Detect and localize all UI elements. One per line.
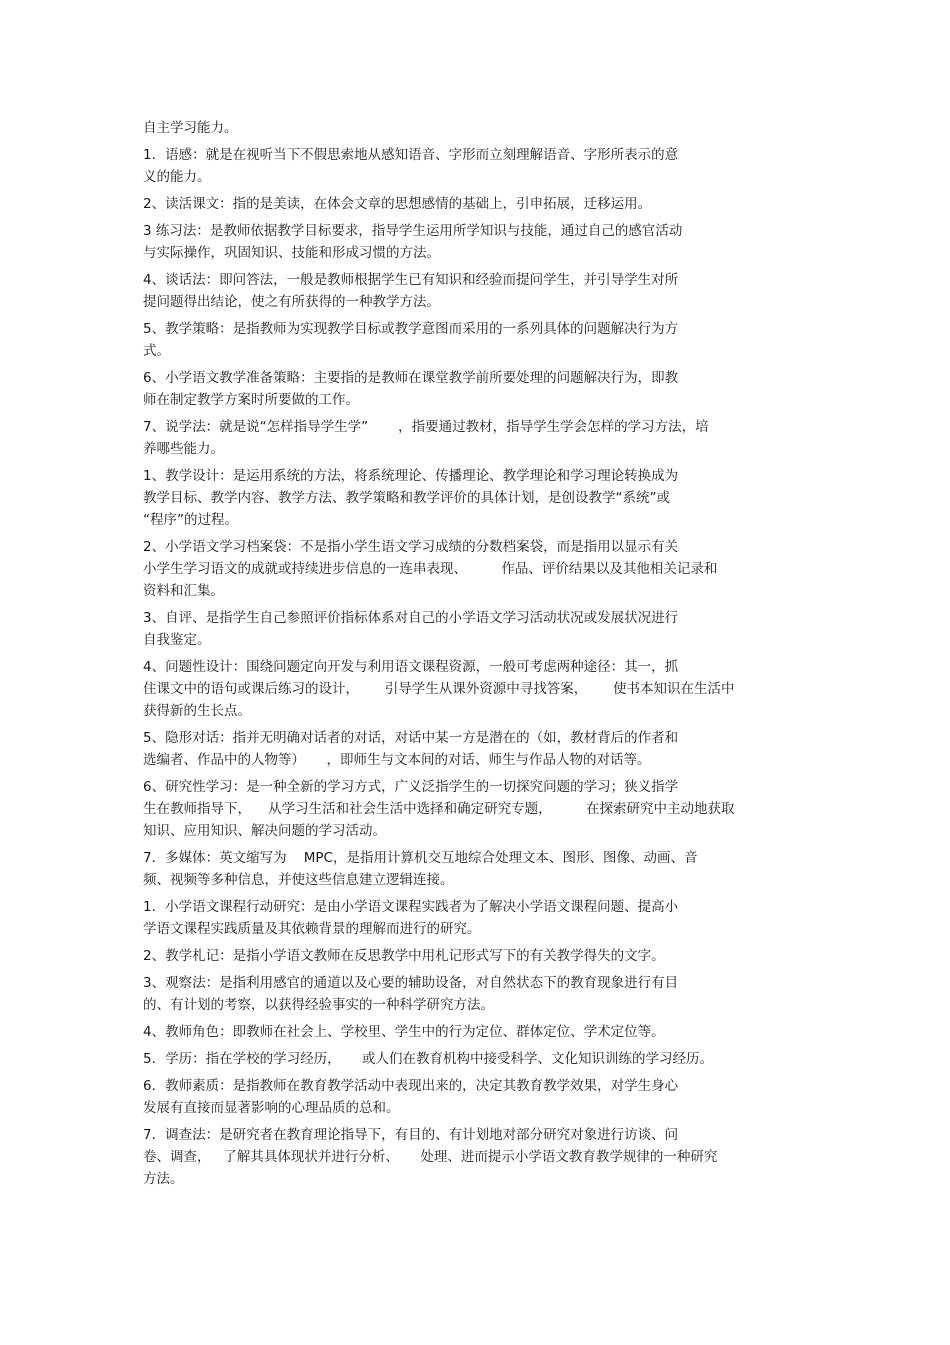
paragraph <box>143 269 803 313</box>
text-line: 1、教学设计：是运用系统的方法，将系统理论、传播理论、教学理论和学习理论转换成为 <box>143 468 679 484</box>
text-line: 3、观察法：是指利用感官的通道以及心要的辅助设备，对自然状态下的教育现象进行有目 <box>143 975 679 991</box>
paragraph <box>143 536 803 602</box>
paragraph <box>143 1021 803 1043</box>
paragraph <box>143 1048 803 1070</box>
paragraph <box>143 776 803 842</box>
paragraph <box>143 607 803 651</box>
paragraph <box>143 367 803 411</box>
text-line: 2、小学语文学习档案袋：不是指小学生语文学习成绩的分数档案袋，而是指用以显示有关 <box>143 539 679 555</box>
paragraph <box>143 318 803 362</box>
text-line: 小学生学习语文的成就或持续进步信息的一连串表现、 作品、评价结果以及其他相关记录和 <box>143 561 718 577</box>
paragraph <box>143 656 803 722</box>
text-line: 的、有计划的考察，以获得经验事实的一种科学研究方法。 <box>143 997 494 1013</box>
text-line: 住课文中的语句或课后练习的设计， 引导学生从课外资源中寻找答案， 使书本知识在生活中 <box>143 681 735 697</box>
text-line: 2、教学札记：是指小学语文教师在反思教学中用札记形式写下的有关教学得失的文字。 <box>143 948 665 964</box>
paragraph <box>143 896 803 940</box>
paragraph <box>143 1124 803 1190</box>
text-line: 5、隐形对话：指并无明确对话者的对话，对话中某一方是潜在的（如，教材背后的作者和 <box>143 730 679 746</box>
paragraph <box>143 193 803 215</box>
text-line: 2、读活课文：指的是美读，在体会文章的思想感情的基础上，引申拓展，迁移运用。 <box>143 196 652 212</box>
text-line: 1．语感：就是在视听当下不假思索地从感知语音、字形而立刻理解语音、字形所表示的意 <box>143 147 679 163</box>
paragraph <box>143 727 803 771</box>
paragraph <box>143 972 803 1016</box>
paragraph <box>143 945 803 967</box>
text-line: 4、问题性设计：围绕问题定向开发与利用语文课程资源，一般可考虑两种途径：其一，抓 <box>143 659 679 675</box>
text-line: 自主学习能力。 <box>143 120 238 136</box>
text-line: 5、教学策略：是指教师为实现教学目标或教学意图而采用的一系列具体的问题解决行为方 <box>143 321 679 337</box>
text-line: 发展有直接而显著影响的心理品质的总和。 <box>143 1100 400 1116</box>
text-line: 4、谈话法：即问答法，一般是教师根据学生已有知识和经验而提问学生，并引导学生对所 <box>143 272 679 288</box>
text-line: 频、视频等多种信息，并使这些信息建立逻辑连接。 <box>143 872 454 888</box>
text-line: 师在制定教学方案时所要做的工作。 <box>143 392 359 408</box>
text-line: 1．小学语文课程行动研究：是由小学语文课程实践者为了解决小学语文课程问题、提高小 <box>143 899 679 915</box>
paragraph <box>143 1075 803 1119</box>
text-line: 养哪些能力。 <box>143 441 224 457</box>
text-line: 自我鉴定。 <box>143 632 211 648</box>
paragraph <box>143 416 803 460</box>
text-line: 卷、调查， 了解其具体现状并进行分析、 处理、进而提示小学语文教育教学规律的一种研究 <box>143 1149 718 1165</box>
paragraph <box>143 117 803 139</box>
text-line: 义的能力。 <box>143 169 211 185</box>
text-line: 与实际操作，巩固知识、技能和形成习惯的方法。 <box>143 245 440 261</box>
text-line: 提问题得出结论，使之有所获得的一种教学方法。 <box>143 294 440 310</box>
text-line: 6、研究性学习：是一种全新的学习方式，广义泛指学生的一切探究问题的学习；狭义指学 <box>143 779 679 795</box>
text-line: 生在教师指导下， 从学习生活和社会生活中选择和确定研究专题， 在探索研究中主动地获取 <box>143 801 735 817</box>
text-line: 教学目标、教学内容、教学方法、教学策略和教学评价的具体计划，是创设教学“系统”或 <box>143 490 670 506</box>
text-line: 7．多媒体：英文缩写为 MPC，是指用计算机交互地综合处理文本、图形、图像、动画、音 <box>143 850 698 866</box>
text-line: 4、教师角色：即教师在社会上、学校里、学生中的行为定位、群体定位、学术定位等。 <box>143 1024 665 1040</box>
paragraph <box>143 465 803 531</box>
text-line: 5．学历：指在学校的学习经历， 或人们在教育机构中接受科学、文化知识训练的学习经历。 <box>143 1051 714 1067</box>
paragraph <box>143 144 803 188</box>
text-line: 7、说学法：就是说“怎样指导学生学” ，指要通过教材，指导学生学会怎样的学习方法，培 <box>143 419 709 435</box>
text-line: 学语文课程实践质量及其依赖背景的理解而进行的研究。 <box>143 921 481 937</box>
text-line: 3 练习法：是教师依据教学目标要求，指导学生运用所学知识与技能，通过自己的感官活动 <box>143 223 683 239</box>
text-line: 3、自评、是指学生自己参照评价指标体系对自己的小学语文学习活动状况或发展状况进行 <box>143 610 679 626</box>
text-line: 7．调查法：是研究者在教育理论指导下，有目的、有计划地对部分研究对象进行访谈、问 <box>143 1127 679 1143</box>
document-body <box>143 117 803 1195</box>
text-line: 6、小学语文教学准备策略：主要指的是教师在课堂教学前所要处理的问题解决行为，即教 <box>143 370 679 386</box>
text-line: 6．教师素质：是指教师在教育教学活动中表现出来的，决定其教育教学效果，对学生身心 <box>143 1078 679 1094</box>
text-line: 知识、应用知识、解决问题的学习活动。 <box>143 823 386 839</box>
paragraph <box>143 847 803 891</box>
text-line: 方法。 <box>143 1171 184 1187</box>
paragraph <box>143 220 803 264</box>
text-line: 式。 <box>143 343 170 359</box>
text-line: “程序”的过程。 <box>143 512 238 528</box>
text-line: 获得新的生长点。 <box>143 703 251 719</box>
text-line: 选编者、作品中的人物等） ，即师生与文本间的对话、师生与作品人物的对话等。 <box>143 752 651 768</box>
text-line: 资料和汇集。 <box>143 583 224 599</box>
